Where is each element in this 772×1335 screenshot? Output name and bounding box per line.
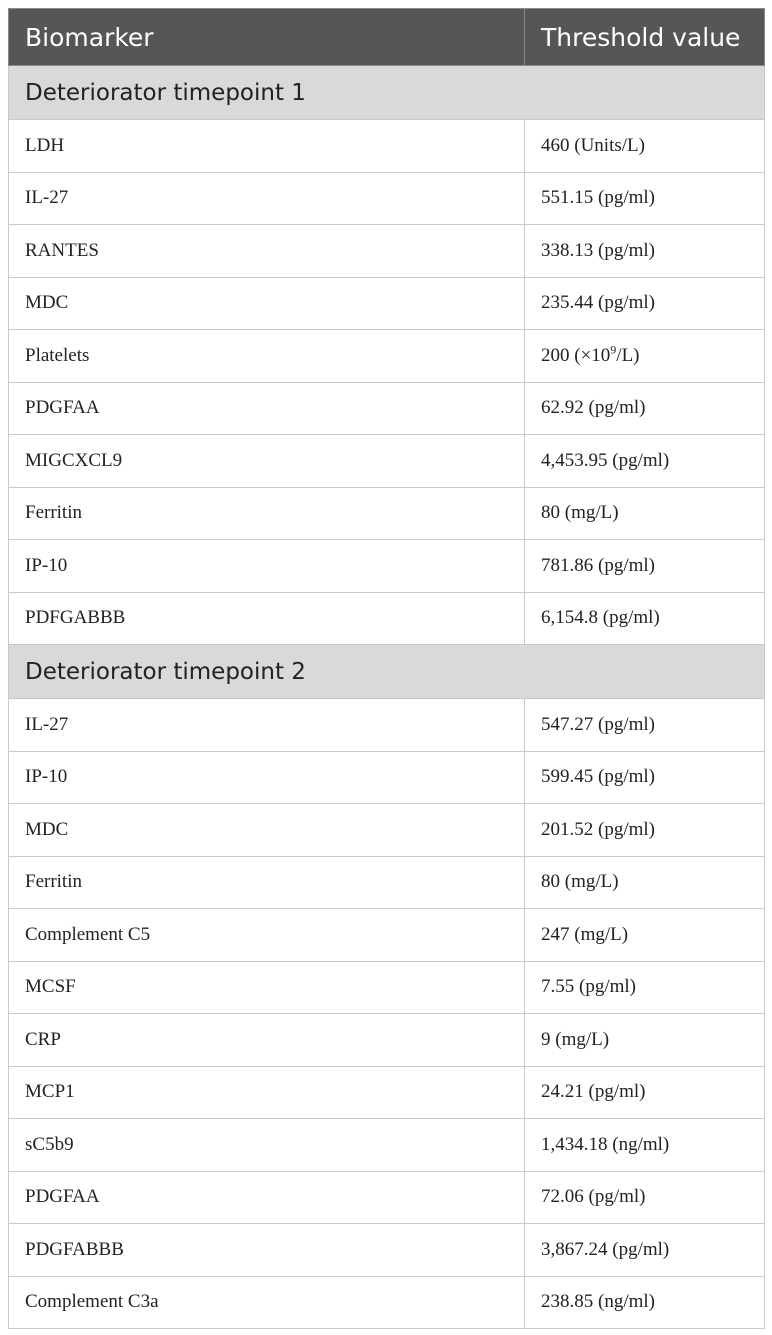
biomarker-cell: Platelets: [9, 330, 525, 383]
section-title: Deteriorator timepoint 2: [9, 645, 765, 699]
threshold-cell: 201.52 (pg/ml): [525, 804, 765, 857]
biomarker-cell: IP-10: [9, 751, 525, 804]
biomarker-cell: PDGFAA: [9, 1171, 525, 1224]
threshold-cell: 72.06 (pg/ml): [525, 1171, 765, 1224]
biomarker-cell: Ferritin: [9, 856, 525, 909]
biomarker-cell: MDC: [9, 277, 525, 330]
table-row: [9, 592, 765, 645]
table-row: [9, 435, 765, 488]
biomarker-cell: IP-10: [9, 540, 525, 593]
table-row: [9, 277, 765, 330]
header-row: [9, 9, 765, 66]
threshold-value-prefix: 200 (×10: [541, 344, 611, 366]
threshold-cell: 4,453.95 (pg/ml): [525, 435, 765, 488]
table-row: [9, 1224, 765, 1277]
threshold-exponent: 9: [610, 342, 617, 357]
table-body: [9, 66, 765, 1329]
section-title: Deteriorator timepoint 1: [9, 66, 765, 120]
table-row: [9, 382, 765, 435]
threshold-cell: 599.45 (pg/ml): [525, 751, 765, 804]
table-row: [9, 487, 765, 540]
threshold-cell: 3,867.24 (pg/ml): [525, 1224, 765, 1277]
biomarker-cell: RANTES: [9, 225, 525, 278]
table-row: [9, 172, 765, 225]
biomarker-cell: Ferritin: [9, 487, 525, 540]
column-header-threshold: Threshold value: [525, 9, 765, 66]
column-header-biomarker: Biomarker: [9, 9, 525, 66]
threshold-cell: [525, 330, 765, 383]
threshold-cell: 7.55 (pg/ml): [525, 961, 765, 1014]
table-row: [9, 330, 765, 383]
biomarker-cell: sC5b9: [9, 1119, 525, 1172]
table-row: [9, 1171, 765, 1224]
biomarker-cell: MDC: [9, 804, 525, 857]
biomarker-cell: PDGFABBB: [9, 1224, 525, 1277]
section-row-timepoint-1: [9, 66, 765, 120]
biomarker-cell: Complement C5: [9, 909, 525, 962]
biomarker-cell: MIGCXCL9: [9, 435, 525, 488]
threshold-cell: 1,434.18 (ng/ml): [525, 1119, 765, 1172]
threshold-cell: 238.85 (ng/ml): [525, 1276, 765, 1329]
table-row: [9, 540, 765, 593]
threshold-cell: 80 (mg/L): [525, 487, 765, 540]
table-row: [9, 751, 765, 804]
table-row: [9, 909, 765, 962]
threshold-cell: 62.92 (pg/ml): [525, 382, 765, 435]
biomarker-cell: Complement C3a: [9, 1276, 525, 1329]
table-row: [9, 120, 765, 173]
biomarker-cell: MCP1: [9, 1066, 525, 1119]
biomarker-cell: PDFGABBB: [9, 592, 525, 645]
biomarker-cell: LDH: [9, 120, 525, 173]
threshold-cell: 338.13 (pg/ml): [525, 225, 765, 278]
section-row-timepoint-2: [9, 645, 765, 699]
biomarker-threshold-table-container: [8, 8, 764, 1329]
table-header: [9, 9, 765, 66]
biomarker-cell: CRP: [9, 1014, 525, 1067]
biomarker-cell: MCSF: [9, 961, 525, 1014]
threshold-cell: 80 (mg/L): [525, 856, 765, 909]
threshold-cell: 460 (Units/L): [525, 120, 765, 173]
threshold-cell: 247 (mg/L): [525, 909, 765, 962]
threshold-value-suffix: /L): [616, 344, 640, 366]
threshold-cell: 24.21 (pg/ml): [525, 1066, 765, 1119]
threshold-cell: 781.86 (pg/ml): [525, 540, 765, 593]
table-row: [9, 1119, 765, 1172]
table-row: [9, 699, 765, 752]
threshold-cell: 551.15 (pg/ml): [525, 172, 765, 225]
threshold-cell: 6,154.8 (pg/ml): [525, 592, 765, 645]
threshold-cell: 9 (mg/L): [525, 1014, 765, 1067]
table-row: [9, 856, 765, 909]
biomarker-cell: PDGFAA: [9, 382, 525, 435]
threshold-cell: 235.44 (pg/ml): [525, 277, 765, 330]
table-row: [9, 225, 765, 278]
table-row: [9, 804, 765, 857]
biomarker-cell: IL-27: [9, 172, 525, 225]
table-row: [9, 1014, 765, 1067]
table-row: [9, 961, 765, 1014]
threshold-cell: 547.27 (pg/ml): [525, 699, 765, 752]
table-row: [9, 1276, 765, 1329]
biomarker-threshold-table: [8, 8, 765, 1329]
table-row: [9, 1066, 765, 1119]
biomarker-cell: IL-27: [9, 699, 525, 752]
